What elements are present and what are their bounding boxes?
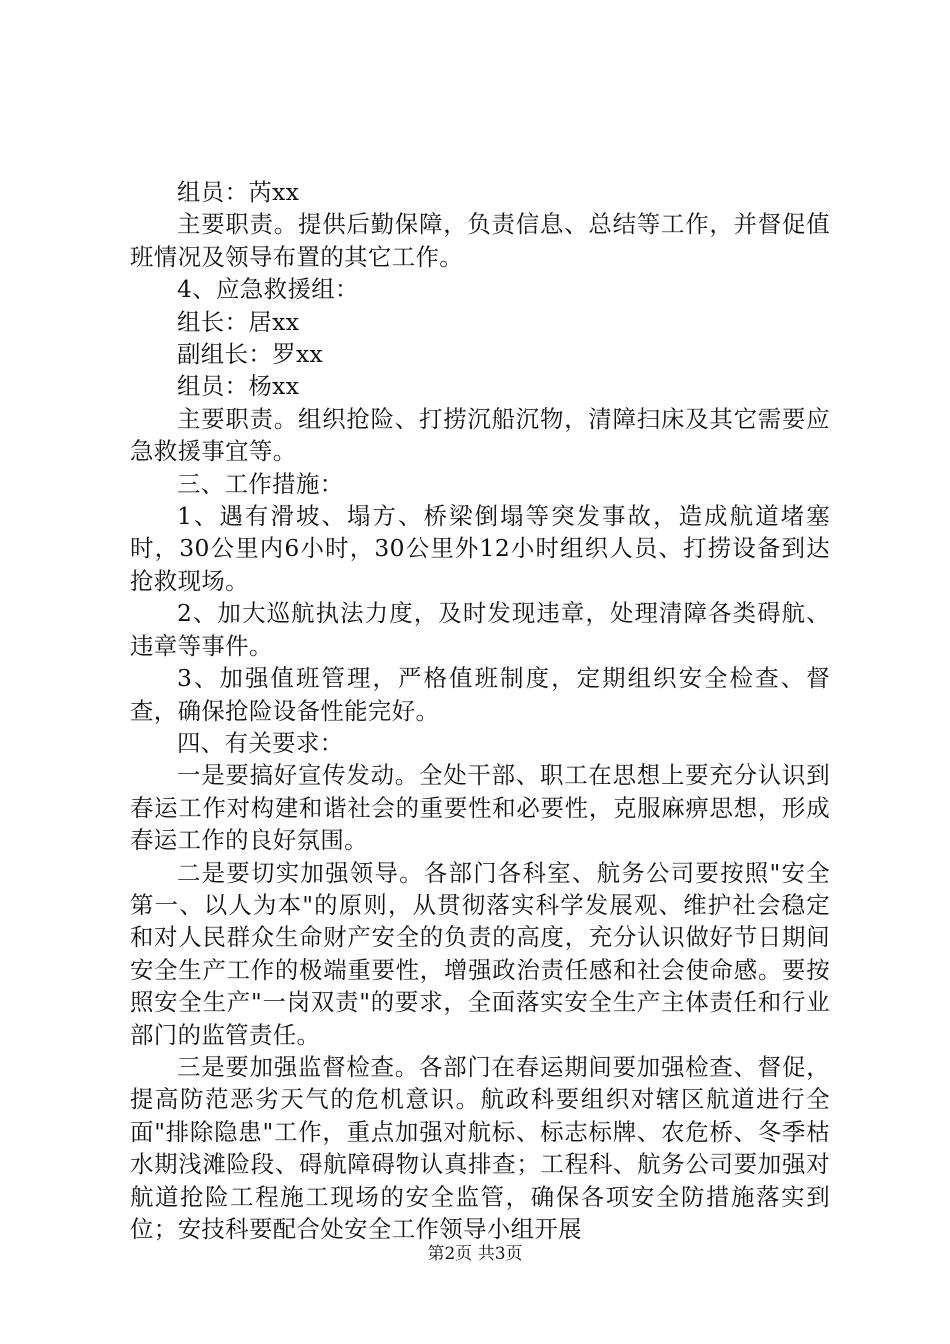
paragraph-member-rui: 组员：芮xx [177, 178, 300, 206]
document-body [130, 176, 830, 1245]
section-heading-measures: 三、工作措施： [177, 469, 344, 498]
paragraph-requirement-2: 二是要切实加强领导。各部门各科室、航务公司要按照"安全第一、以人为本"的原则，从贯彻落实科学发展观、维护社会稳定和对人民群众生命财产安全的负责的高度，充分认识做好节日期间安全生产工作的极端重要性，增强政治责任感和社会使命感。要按照安全生产"一岗双责"的要求，全面落实安全生产主体责任和行业部门的监管责任。 [130, 858, 830, 1049]
paragraph-deputy-leader: 副组长：罗xx [177, 340, 324, 369]
paragraph-requirement-3: 三是要加强监督检查。各部门在春运期间要加强检查、督促，提高防范恶劣天气的危机意识。航政科要组织对辖区航道进行全面"排除隐患"工作，重点加强对航标、标志标牌、农危桥、冬季枯水期浅滩险段、碍航障碍物认真排查；工程科、航务公司要加强对航道抢险工程施工现场的安全监管，确保各项安全防措施落实到位；安技科要配合处安全工作领导小组开展 [130, 1052, 830, 1243]
paragraph-member-yang: 组员：杨xx [177, 372, 300, 401]
paragraph-measure-2: 2、加大巡航执法力度，及时发现违章，处理清障各类碍航、违章等事件。 [130, 599, 830, 660]
paragraph-requirement-1: 一是要搞好宣传发动。全处干部、职工在思想上要充分认识到春运工作对构建和谐社会的重要性和必要性，克服麻痹思想，形成春运工作的良好氛围。 [130, 761, 830, 855]
paragraph-group-leader: 组长：居xx [177, 307, 300, 336]
paragraph-rescue-duties: 主要职责。组织抢险、打捞沉船沉物，清障扫床及其它需要应急救援事宜等。 [130, 404, 830, 466]
paragraph-measure-3: 3、加强值班管理，严格值班制度，定期组织安全检查、督查，确保抢险设备性能完好。 [130, 664, 830, 725]
page-footer: 第2页 共3页 [427, 1244, 523, 1264]
section-heading-requirements: 四、有关要求： [177, 728, 344, 757]
paragraph-measure-1: 1、遇有滑坡、塌方、桥梁倒塌等突发事故，造成航道堵塞时，30公里内6小时，30公里外12小时组织人员、打捞设备到达抢救现场。 [130, 502, 830, 595]
paragraph-logistics-duties: 主要职责。提供后勤保障，负责信息、总结等工作，并督促值班情况及领导布置的其它工作。 [130, 210, 830, 271]
paragraph-rescue-group-heading: 4、应急救援组： [177, 275, 359, 304]
